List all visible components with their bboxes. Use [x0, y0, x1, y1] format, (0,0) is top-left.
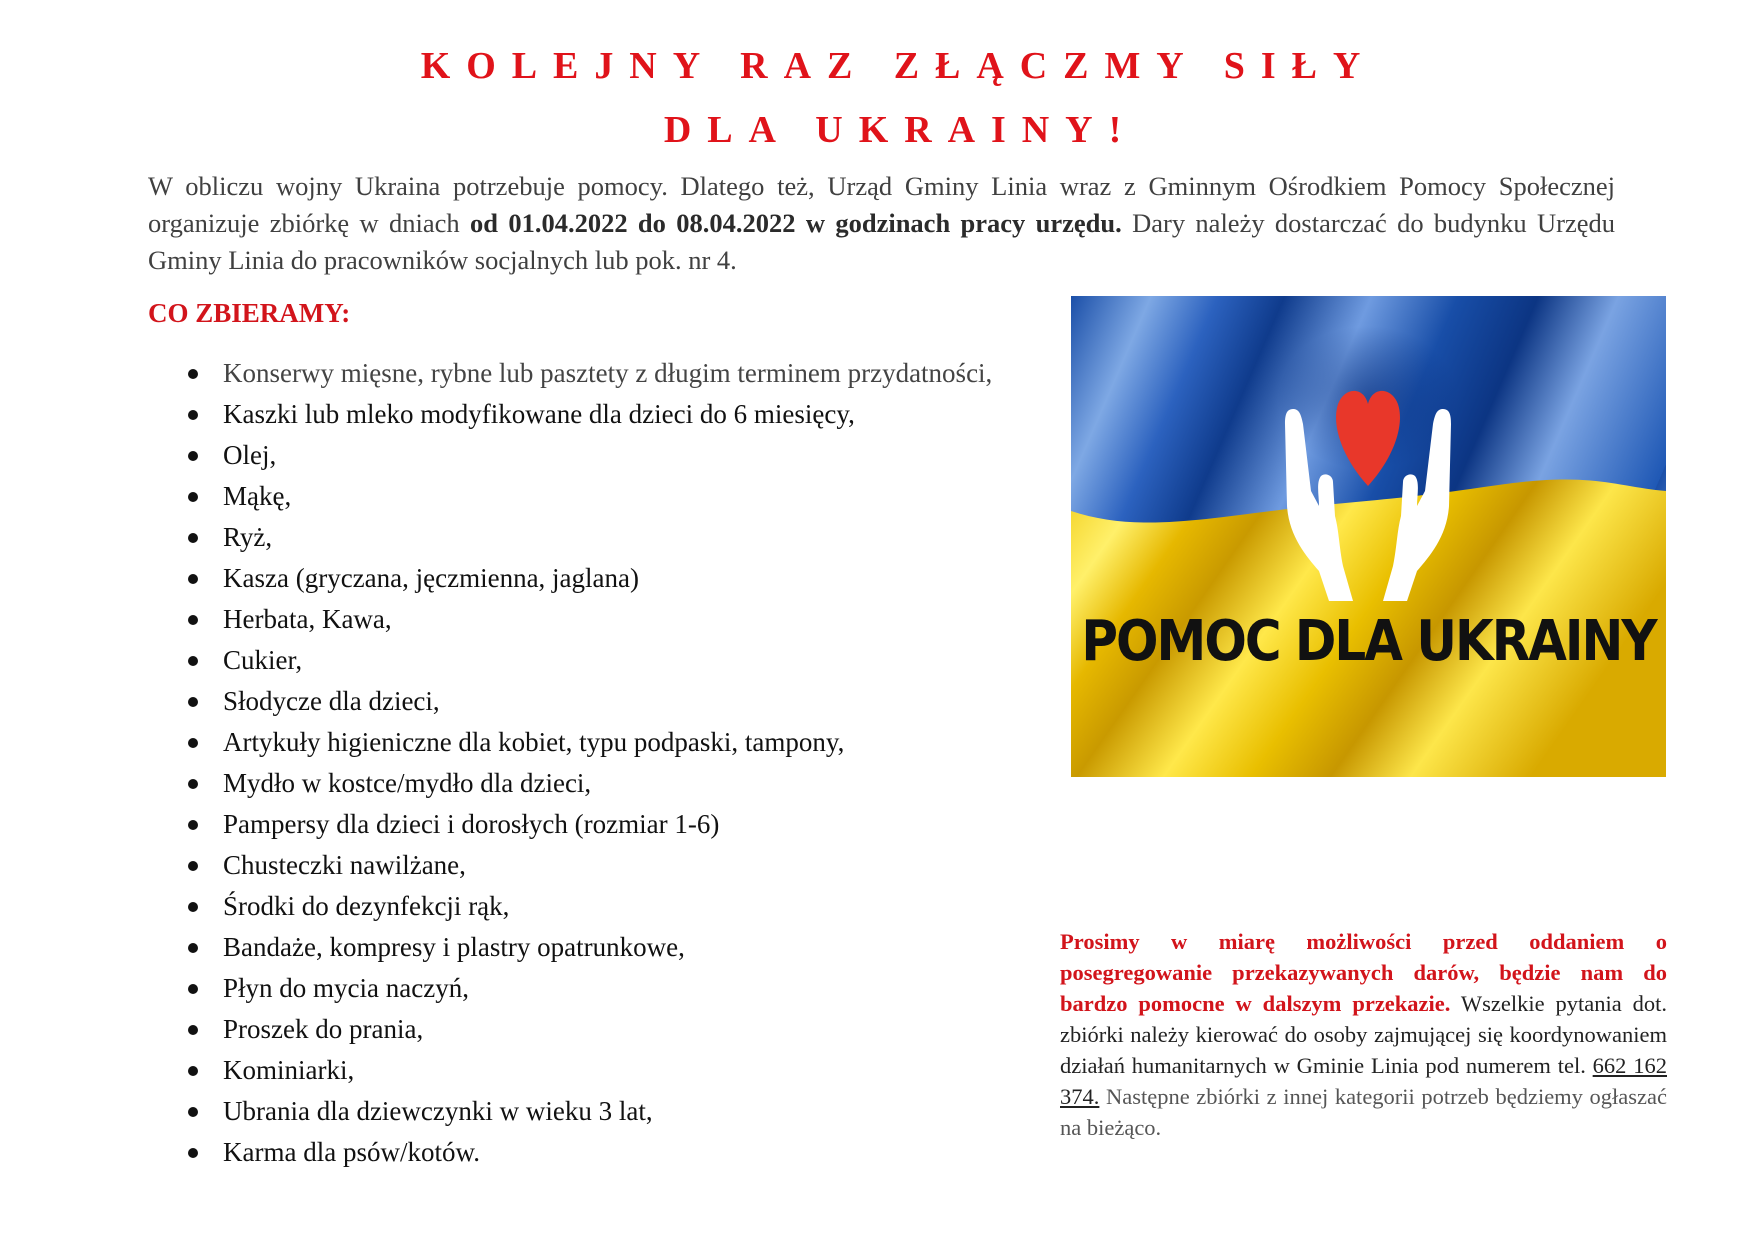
list-item: Ubrania dla dziewczynki w wieku 3 lat,: [188, 1091, 992, 1132]
note-text-1: Wszelkie pytania dot. zbiórki należy kierować do osoby zajmującej się koordynowaniem działań humanitarnych w Gminie Linia pod numerem tel.: [1060, 991, 1668, 1078]
collection-heading: CO ZBIERAMY:: [148, 298, 351, 328]
note-emphasis: Prosimy w miarę możliwości przed oddaniem o posegregowanie przekazywanych darów, będzie nam do bardzo pomocne w dalszym przekazie.: [1060, 929, 1667, 1016]
list-item: Mydło w kostce/mydło dla dzieci,: [188, 763, 992, 804]
intro-text-2: Dary należy dostarczać do budynku Urzędu Gminy Linia do pracowników socjalnych lub pok. nr 4.: [148, 208, 1616, 275]
bullet-icon: [188, 574, 198, 584]
intro-paragraph: [148, 168, 1615, 279]
bullet-icon: [188, 656, 198, 666]
intro-dates-bold: od 01.04.2022 do 08.04.2022 w godzinach pracy urzędu.: [469, 208, 1122, 238]
list-item: Herbata, Kawa,: [188, 599, 992, 640]
list-item: Karma dla psów/kotów.: [188, 1132, 992, 1173]
list-item: Artykuły higieniczne dla kobiet, typu podpaski, tampony,: [188, 722, 992, 763]
bullet-icon: [188, 943, 198, 953]
bullet-icon: [188, 1148, 198, 1158]
bullet-icon: [188, 451, 198, 461]
list-item: Konserwy mięsne, rybne lub pasztety z długim terminem przydatności,: [188, 353, 992, 394]
bullet-icon: [188, 369, 198, 379]
flag-caption: POMOC DLA UKRAINY: [1081, 608, 1656, 674]
list-item: Kominiarki,: [188, 1050, 992, 1091]
page-title-line-2: DLA UKRAINY!: [663, 109, 1138, 151]
bullet-icon: [188, 1025, 198, 1035]
bullet-icon: [188, 820, 198, 830]
page-title-line-1: KOLEJNY RAZ ZŁĄCZMY SIŁY: [420, 45, 1377, 87]
list-item: Środki do dezynfekcji rąk,: [188, 886, 992, 927]
bullet-icon: [188, 533, 198, 543]
list-item: Słodycze dla dzieci,: [188, 681, 992, 722]
collection-list: [188, 353, 992, 1173]
bullet-icon: [188, 902, 198, 912]
bullet-icon: [188, 492, 198, 502]
list-item: Płyn do mycia naczyń,: [188, 968, 992, 1009]
bullet-icon: [188, 1066, 198, 1076]
list-item: Ryż,: [188, 517, 992, 558]
list-item: Cukier,: [188, 640, 992, 681]
bullet-icon: [188, 410, 198, 420]
bullet-icon: [188, 1107, 198, 1117]
contact-note: [1060, 926, 1667, 1143]
list-item: Kaszki lub mleko modyfikowane dla dzieci do 6 miesięcy,: [188, 394, 992, 435]
list-item: Mąkę,: [188, 476, 992, 517]
list-item: Pampersy dla dzieci i dorosłych (rozmiar 1-6): [188, 804, 992, 845]
list-item: Bandaże, kompresy i plastry opatrunkowe,: [188, 927, 992, 968]
ukraine-flag-image: [1071, 296, 1666, 777]
list-item: Kasza (gryczana, jęczmienna, jaglana): [188, 558, 992, 599]
list-item: Proszek do prania,: [188, 1009, 992, 1050]
list-item: Olej,: [188, 435, 992, 476]
bullet-icon: [188, 697, 198, 707]
bullet-icon: [188, 984, 198, 994]
phone-number[interactable]: 662 162 374.: [1060, 1053, 1667, 1109]
note-text-2: Następne zbiórki z innej kategorii potrzeb będziemy ogłaszać na bieżąco.: [1060, 1084, 1667, 1140]
intro-text-1: W obliczu wojny Ukraina potrzebuje pomocy. Dlatego też, Urząd Gminy Linia wraz z Gminnym Ośrodkiem Pomocy Społecznej organizuje zbiórkę w dniach: [148, 171, 1615, 238]
bullet-icon: [188, 861, 198, 871]
bullet-icon: [188, 615, 198, 625]
list-item: Chusteczki nawilżane,: [188, 845, 992, 886]
bullet-icon: [188, 738, 198, 748]
bullet-icon: [188, 779, 198, 789]
